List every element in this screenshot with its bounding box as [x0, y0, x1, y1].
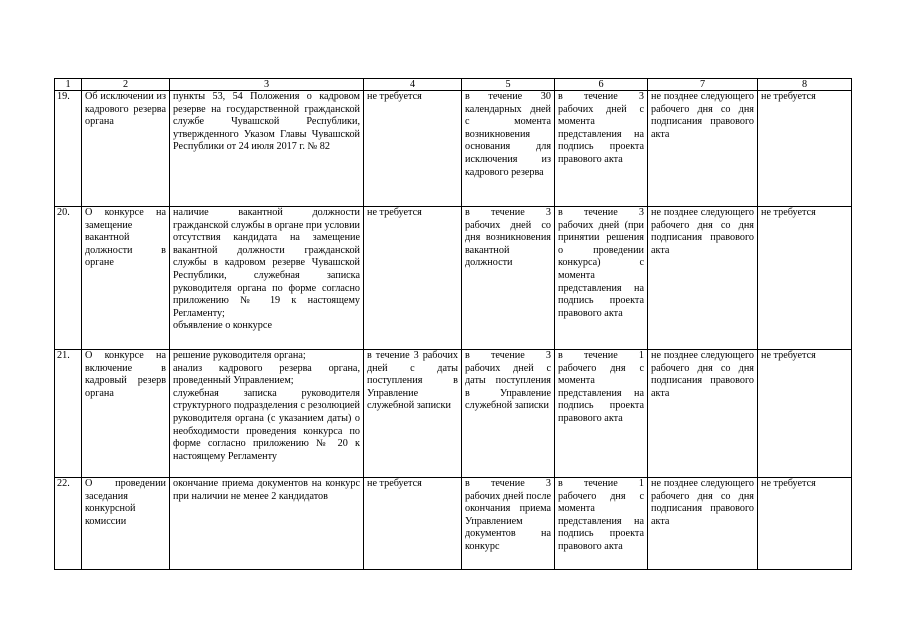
publication-term: не требуется	[758, 91, 852, 207]
preparation-term: в течение 30 календарных дней с момента возникновения основания для исключения из кадрового резерва	[462, 91, 555, 207]
row-number: 20.	[55, 207, 82, 350]
column-number-5: 5	[462, 79, 555, 91]
signing-term: в течение 1 рабочего дня с момента представления на подпись проекта правового акта	[555, 478, 648, 570]
basis: окончание приема документов на конкурс при наличии не менее 2 кандидатов	[170, 478, 364, 570]
basis: пункты 53, 54 Положения о кадровом резерве на государственной гражданской службе Чувашской Республики, утвержденного Указом Главы Чувашской Республики от 24 июля 2017 г. № 82	[170, 91, 364, 207]
table-row	[55, 207, 852, 350]
table-row	[55, 350, 852, 478]
approval-term: в течение 3 рабочих дней с даты поступления в Управление служебной записки	[364, 350, 462, 478]
publication-term: не требуется	[758, 478, 852, 570]
publication-term: не требуется	[758, 350, 852, 478]
column-number-8: 8	[758, 79, 852, 91]
cell-paragraph: объявление о конкурсе	[173, 320, 273, 332]
signing-term: в течение 1 рабочего дня с момента представления на подпись проекта правового акта	[555, 350, 648, 478]
preparation-term: в течение 3 рабочих дней с даты поступления в Управление служебной записки	[462, 350, 555, 478]
approval-term: не требуется	[364, 478, 462, 570]
header-row	[55, 79, 852, 91]
preparation-term: в течение 3 рабочих дней со дня возникновения вакантной должности	[462, 207, 555, 350]
cell-paragraph: решение руководителя органа;	[173, 350, 306, 361]
column-number-2: 2	[82, 79, 170, 91]
row-number: 21.	[55, 350, 82, 478]
table-row	[55, 478, 852, 570]
preparation-term: в течение 3 рабочих дней после окончания приема Управлением документов на конкурс	[462, 478, 555, 570]
signing-term: в течение 3 рабочих дней с момента представления на подпись проекта правового акта	[555, 91, 648, 207]
signing-term: в течение 3 рабочих дней (при принятии решения о проведении конкурса) с момента представления на подпись проекта правового акта	[555, 207, 648, 350]
row-number: 19.	[55, 91, 82, 207]
document-table	[54, 78, 852, 570]
cell-paragraph: анализ кадрового резерва органа, проведенный Управлением;	[173, 362, 363, 387]
basis	[170, 207, 364, 350]
familiarization-term: не позднее следующего рабочего дня со дня подписания правового акта	[648, 91, 758, 207]
column-number-4: 4	[364, 79, 462, 91]
cell-paragraph: служебная записка руководителя структурного подразделения с резолюцией руководителя органа (с указанием даты) о необходимости проведения конкурса по форме согласно приложению № 20 к настоящему Регламенту	[173, 387, 363, 462]
approval-term: не требуется	[364, 207, 462, 350]
basis	[170, 350, 364, 478]
column-number-3: 3	[170, 79, 364, 91]
act-title: Об исключении из кадрового резерва органа	[82, 91, 170, 207]
approval-term: не требуется	[364, 91, 462, 207]
column-number-1: 1	[55, 79, 82, 91]
cell-paragraph: наличие вакантной должности гражданской службы в органе при условии отсутствия кандидата на замещение вакантной должности гражданской службы в кадровом резерве Чувашской Республики, служебная записка руководителя органа по форме согласно приложению № 19 к настоящему Регламенту;	[173, 207, 363, 319]
act-title: О конкурсе на замещение вакантной должности в органе	[82, 207, 170, 350]
publication-term: не требуется	[758, 207, 852, 350]
familiarization-term: не позднее следующего рабочего дня со дня подписания правового акта	[648, 207, 758, 350]
act-title: О проведении заседания конкурсной комиссии	[82, 478, 170, 570]
table-row	[55, 91, 852, 207]
row-number: 22.	[55, 478, 82, 570]
column-number-6: 6	[555, 79, 648, 91]
act-title: О конкурсе на включение в кадровый резерв органа	[82, 350, 170, 478]
column-number-7: 7	[648, 79, 758, 91]
familiarization-term: не позднее следующего рабочего дня со дня подписания правового акта	[648, 350, 758, 478]
familiarization-term: не позднее следующего рабочего дня со дня подписания правового акта	[648, 478, 758, 570]
